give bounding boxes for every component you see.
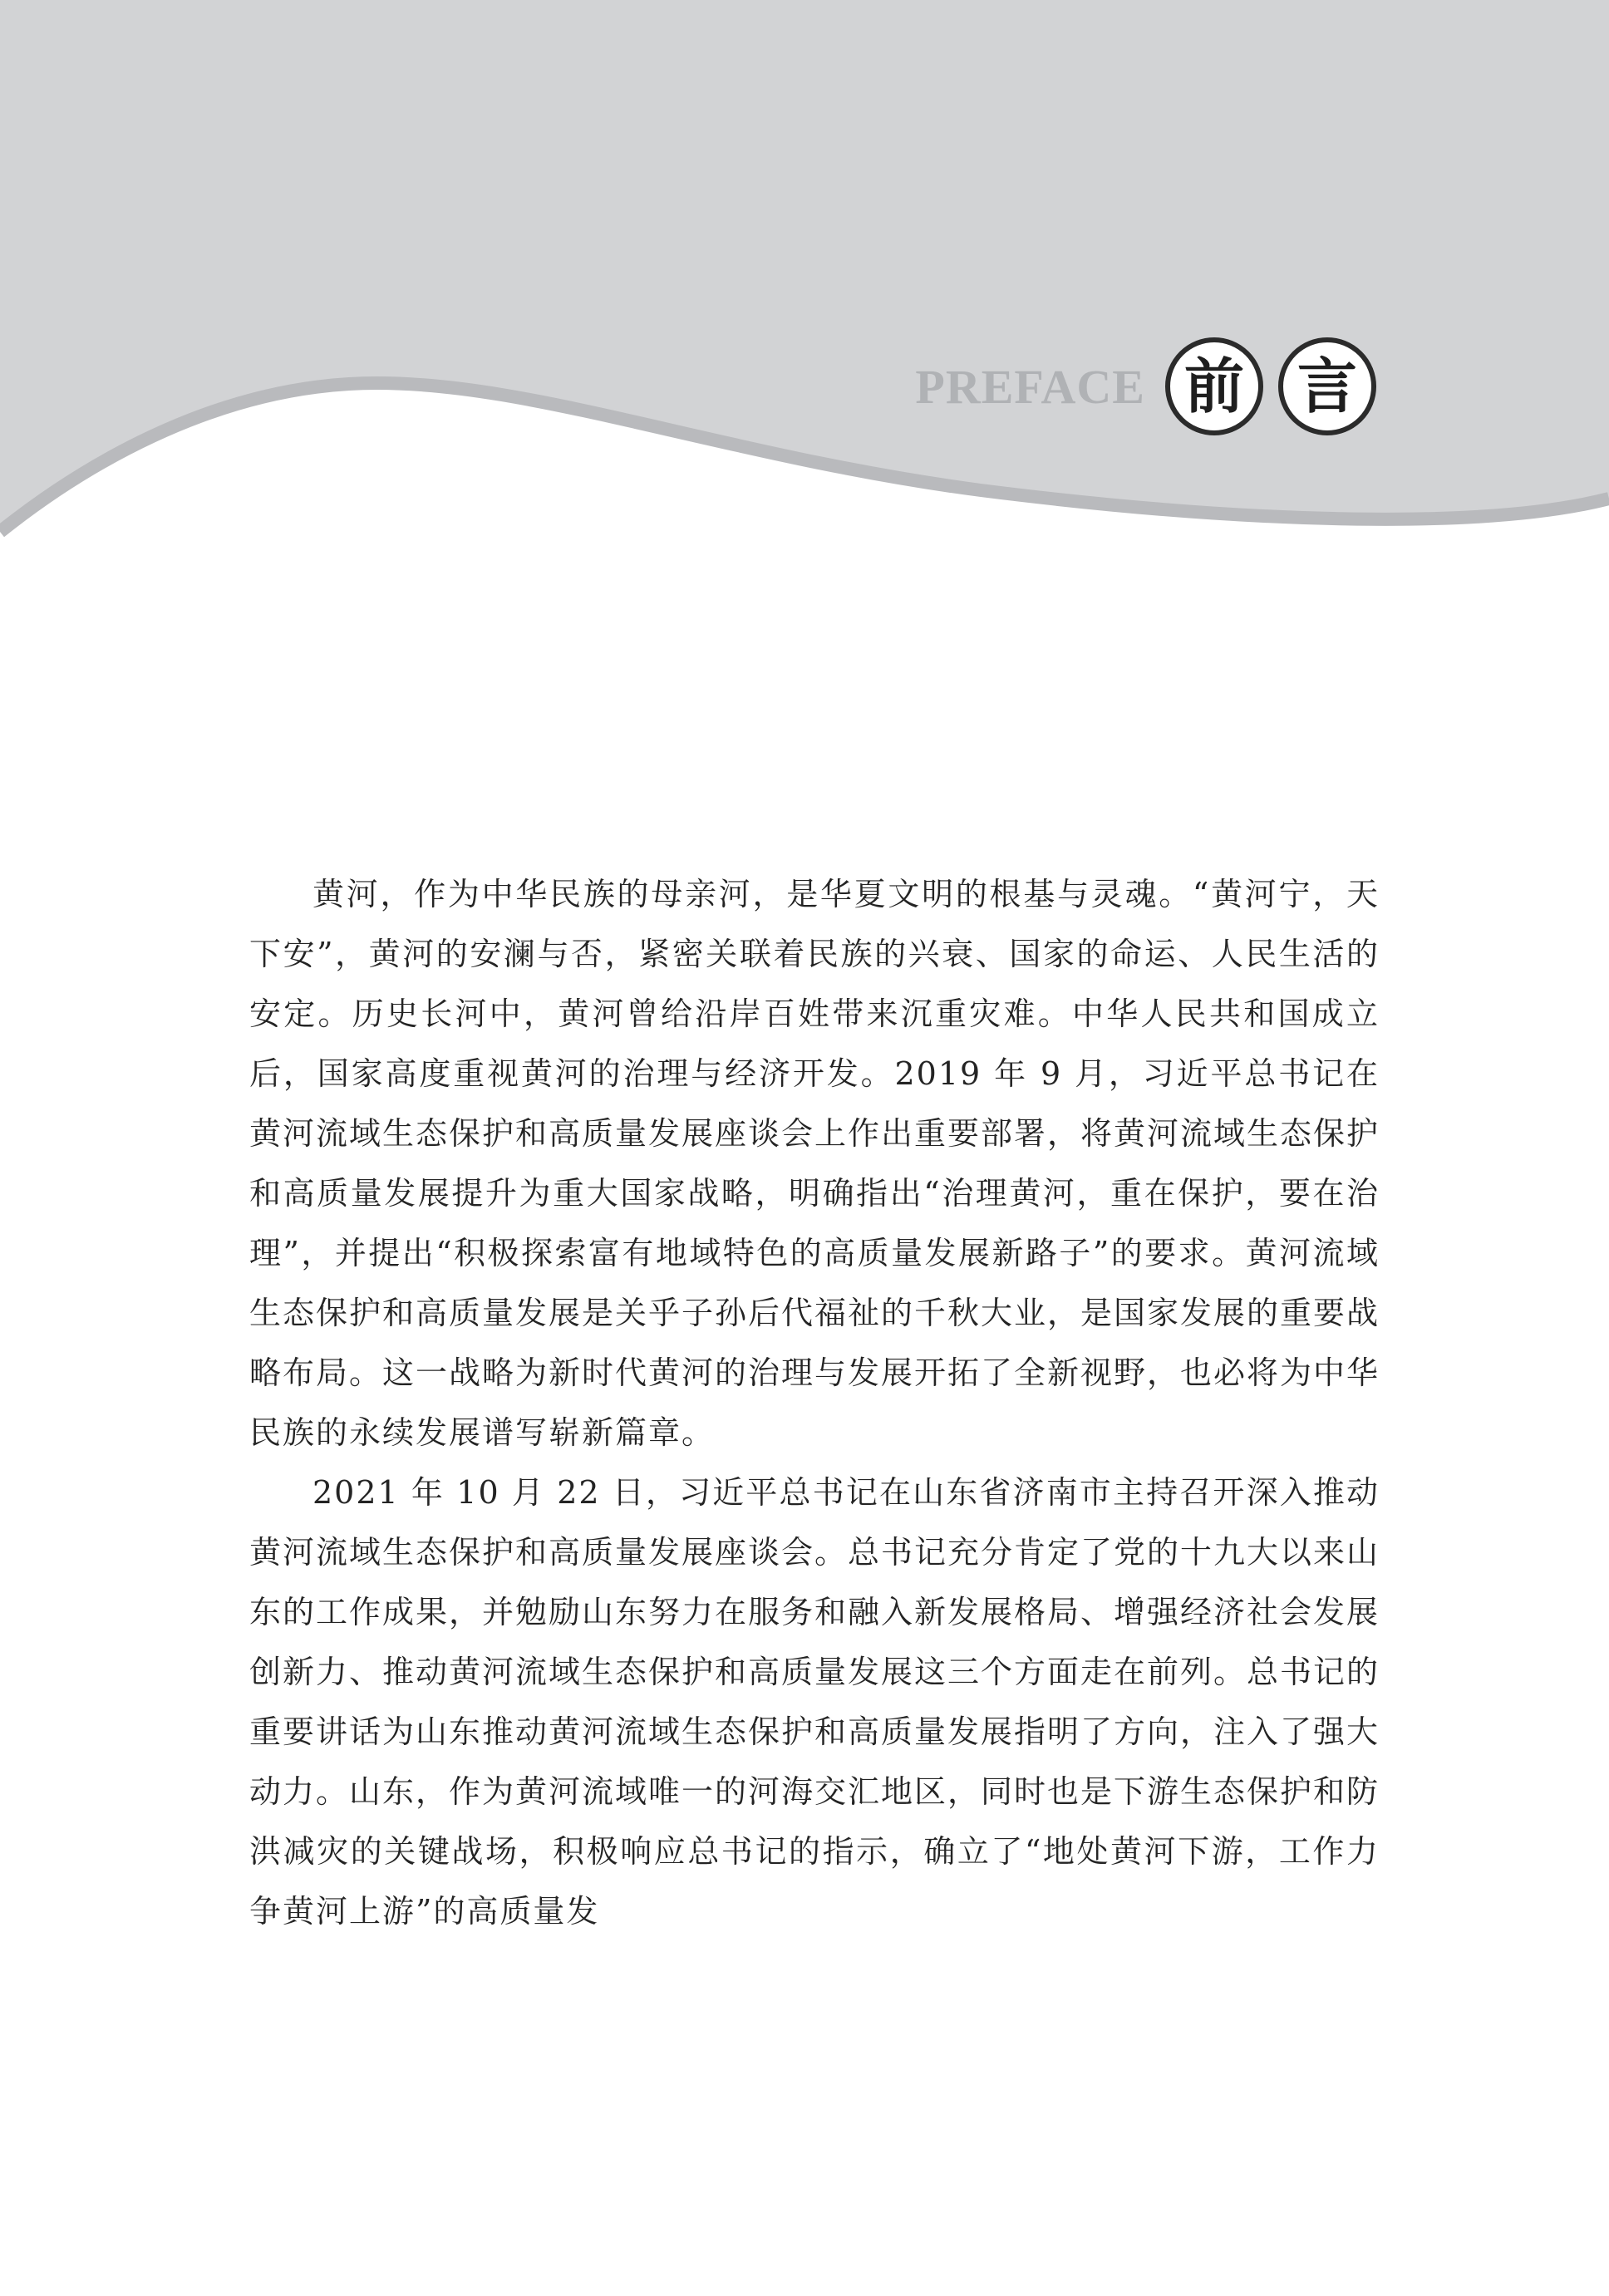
paragraph-1: 黄河，作为中华民族的母亲河，是华夏文明的根基与灵魂。“黄河宁，天下安”，黄河的安澜与否，紧密关联着民族的兴衰、国家的命运、人民生活的安定。历史长河中，黄河曾给沿岸百姓带来沉重灾难。中华人民共和国成立后，国家高度重视黄河的治理与经济开发。2019 年 9 月，习近平总书记在黄河流域生态保护和高质量发展座谈会上作出重要部署，将黄河流域生态保护和高质量发展提升为重大国家战略，明确指出“治理黄河，重在保护，要在治理”，并提出“积极探索富有地域特色的高质量发展新路子”的要求。黄河流域生态保护和高质量发展是关乎子孙后代福祉的千秋大业，是国家发展的重要战略布局。这一战略为新时代黄河的治理与发展开拓了全新视野，也必将为中华民族的永续发展谱写崭新篇章。 — [249, 876, 1380, 1451]
chapter-title — [915, 332, 1376, 440]
paragraph-2: 2021 年 10 月 22 日，习近平总书记在山东省济南市主持召开深入推动黄河流域生态保护和高质量发展座谈会。总书记充分肯定了党的十九大以来山东的工作成果，并勉励山东努力在服务和融入新发展格局、增强经济社会发展创新力、推动黄河流域生态保护和高质量发展这三个方面走在前列。总书记的重要讲话为山东推动黄河流域生态保护和高质量发展指明了方向，注入了强大动力。山东，作为黄河流域唯一的河海交汇地区，同时也是下游生态保护和防洪减灾的关键战场，积极响应总书记的指示，确立了“地处黄河下游，工作力争黄河上游”的高质量发 — [249, 1474, 1380, 1930]
title-char-1: 前 — [1165, 337, 1263, 435]
preface-body — [249, 864, 1380, 1941]
header-wave-band — [0, 0, 1609, 548]
title-english: PREFACE — [915, 359, 1145, 414]
title-char-2: 言 — [1278, 337, 1376, 435]
header-band-fill — [0, 0, 1609, 532]
